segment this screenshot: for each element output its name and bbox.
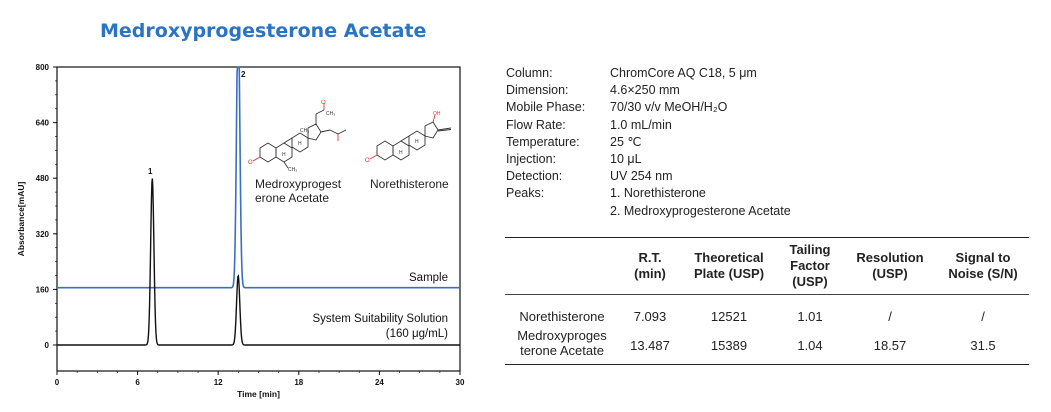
condition-value: 10 μL (610, 152, 642, 167)
table-row (505, 326, 1029, 365)
condition-row (506, 185, 791, 202)
condition-label: Temperature: (506, 134, 580, 149)
condition-row (506, 117, 791, 134)
condition-label: Column: (506, 66, 553, 80)
condition-label: Dimension: (506, 83, 569, 98)
norethisterone-structure-icon (365, 108, 455, 168)
table-cell: 1.04 (777, 326, 843, 365)
y-tick-label: 160 (35, 285, 49, 295)
peak-label: 2 (240, 70, 246, 79)
table-cell: 7.093 (633, 309, 667, 324)
condition-value: 25 ℃ (610, 134, 642, 149)
condition-row (506, 168, 791, 185)
condition-label (506, 203, 610, 220)
condition-row (506, 82, 791, 99)
condition-row (506, 151, 791, 168)
y-axis-label: Absorbance[mAU] (16, 181, 26, 257)
condition-label: Detection: (506, 169, 563, 184)
header-cell: Theoretical Plate (USP) (681, 238, 777, 295)
header-cell: R.T. (min) (619, 238, 681, 295)
y-tick-label: 640 (35, 118, 49, 128)
methyl-label: CH₃ (300, 128, 310, 134)
x-tick-label: 18 (294, 378, 304, 387)
condition-label: Mobile Phase: (506, 100, 586, 115)
table-cell: / (981, 309, 985, 324)
condition-row (506, 99, 791, 116)
x-tick-label: 0 (54, 378, 60, 387)
hydroxyl-label: OH (433, 111, 441, 117)
table-cell: 31.5 (937, 326, 1029, 365)
x-tick-label: 30 (455, 378, 465, 387)
condition-value: 1.0 mL/min (610, 117, 672, 132)
y-tick-label: 320 (35, 229, 49, 239)
y-tick-label: 0 (44, 341, 49, 350)
y-tick-label: 800 (35, 63, 49, 72)
x-tick-label: 6 (135, 378, 140, 387)
condition-row (506, 65, 791, 82)
table-cell: 12521 (710, 309, 748, 324)
y-tick-label: 480 (35, 174, 49, 184)
condition-value: 2. Medroxyprogesterone Acetate (610, 203, 791, 218)
concentration-annotation: (160 μg/mL) (385, 328, 448, 340)
molecule-label-medroxyprogesterone: Medroxyprogest erone Acetate (255, 177, 342, 205)
table-cell: Norethisterone (519, 309, 605, 324)
sample-annotation: Sample (409, 272, 448, 284)
table-cell: 1.01 (797, 309, 823, 324)
condition-label: Injection: (506, 152, 557, 167)
x-tick-label: 12 (213, 378, 223, 387)
condition-value: 4.6×250 mm (610, 83, 680, 98)
condition-value: ChromCore AQ C18, 5 μm (610, 66, 757, 80)
condition-value: 1. Norethisterone (610, 186, 706, 201)
x-axis-label: Time [min] (237, 389, 280, 399)
x-tick-label: 24 (374, 378, 384, 387)
methyl-label: CH₃ (288, 167, 298, 172)
table-cell: 13.487 (619, 326, 681, 365)
system-suitability-annotation: System Suitability Solution (312, 313, 448, 325)
hydrogen-label: H (399, 150, 403, 156)
condition-label: Peaks: (506, 186, 545, 201)
table-cell: 15389 (681, 326, 777, 365)
hydrogen-label: H (282, 152, 286, 158)
chromatogram-chart (0, 0, 480, 412)
hydrogen-label: H (298, 141, 302, 147)
oxygen-label: O (248, 160, 253, 166)
page-title: Medroxyprogesterone Acetate (100, 20, 427, 42)
condition-value: UV 254 nm (610, 169, 673, 184)
table-row (505, 295, 1029, 327)
medroxyprogesterone-structure-icon (248, 100, 358, 172)
table-cell: 18.57 (843, 326, 937, 365)
results-table (505, 237, 1029, 365)
condition-label: Flow Rate: (506, 117, 566, 132)
condition-row (506, 203, 791, 220)
header-cell: Resolution (USP) (843, 238, 937, 295)
header-cell (505, 238, 619, 295)
conditions-list (506, 65, 791, 220)
hydrogen-label: H (415, 139, 419, 145)
header-cell: Signal to Noise (S/N) (937, 238, 1029, 295)
header-cell: Tailing Factor (USP) (777, 238, 843, 295)
oxygen-label: O (365, 158, 370, 164)
methyl-label: CH₃ (326, 111, 336, 117)
table-cell: Medroxyproges terone Acetate (505, 326, 619, 365)
condition-row (506, 134, 791, 151)
peak-label: 1 (148, 167, 153, 177)
oxygen-label: O (321, 100, 326, 106)
condition-value: 70/30 v/v MeOH/H₂O (610, 100, 728, 115)
table-cell: / (888, 309, 892, 324)
molecule-label-norethisterone: Norethisterone (370, 177, 449, 191)
table-header-row (505, 238, 1029, 295)
